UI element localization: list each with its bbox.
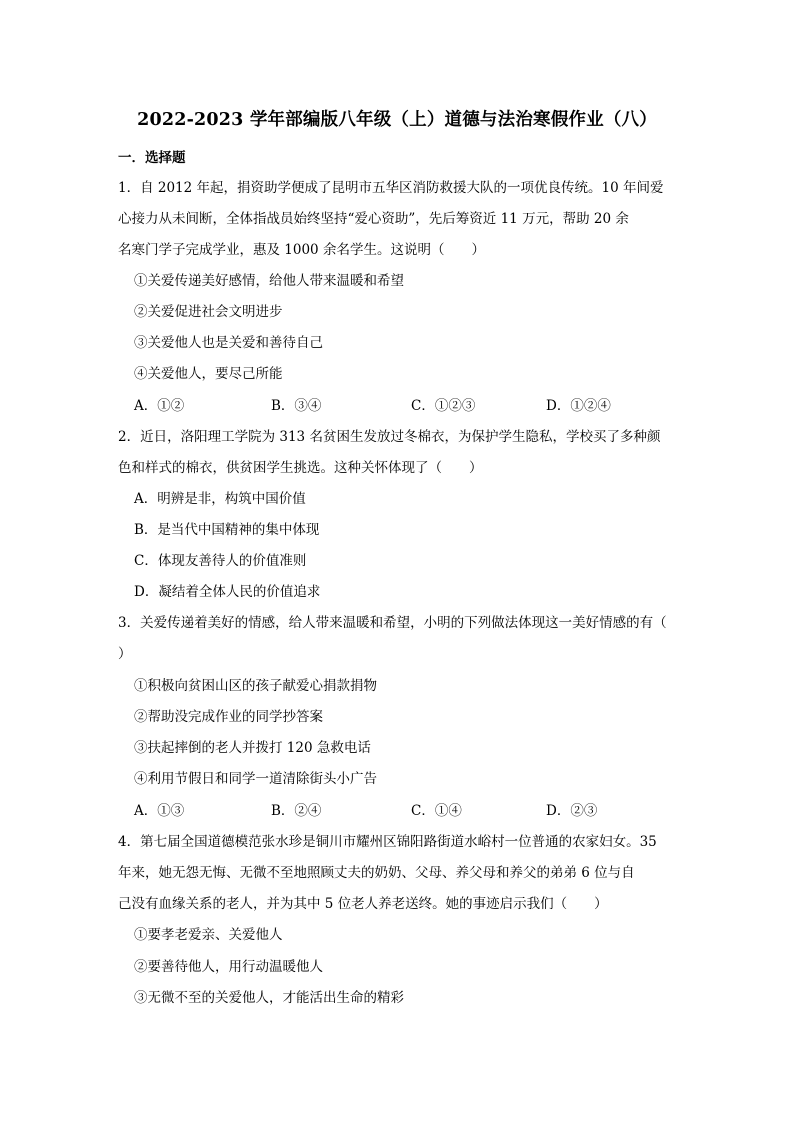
question-3-item-3: ③扶起摔倒的老人并拨打 120 急救电话 xyxy=(134,740,371,756)
question-3-line-1: 3．关爱传递着美好的情感，给人带来温暖和希望，小明的下列做法体现这一美好情感的有（ xyxy=(118,615,667,631)
question-3-option-d: D．②③ xyxy=(546,803,598,819)
question-3-option-c: C．①④ xyxy=(411,803,462,819)
question-3-option-a: A．①③ xyxy=(134,803,185,819)
question-1-option-b: B．③④ xyxy=(271,398,322,414)
question-3-line-2: ） xyxy=(118,646,132,662)
question-2-option-d: D．凝结着全体人民的价值追求 xyxy=(134,584,321,600)
question-1-item-1: ①关爱传递美好感情，给他人带来温暖和希望 xyxy=(134,273,404,289)
question-2-option-a: A．明辨是非，构筑中国价值 xyxy=(134,491,306,507)
question-1-line-3: 名寒门学子完成学业，惠及 1000 余名学生。这说明（ ） xyxy=(118,242,485,258)
section-heading: 一．选择题 xyxy=(118,150,186,166)
question-2-line-2: 色和样式的棉衣，供贫困学生挑选。这种关怀体现了（ ） xyxy=(118,460,483,476)
question-2-option-b: B．是当代中国精神的集中体现 xyxy=(134,522,320,538)
question-1-option-c: C．①②③ xyxy=(411,398,476,414)
question-1-option-a: A．①② xyxy=(134,398,185,414)
question-4-item-1: ①要孝老爱亲、关爱他人 xyxy=(134,927,283,943)
question-3-item-2: ②帮助没完成作业的同学抄答案 xyxy=(134,709,323,725)
document-title: 2022-2023 学年部编版八年级（上）道德与法治寒假作业（八） xyxy=(137,110,657,130)
question-2-line-1: 2．近日，洛阳理工学院为 313 名贫困生发放过冬棉衣，为保护学生隐私，学校买了多种颜 xyxy=(118,429,661,445)
question-1-item-4: ④关爱他人，要尽己所能 xyxy=(134,366,283,382)
question-4-item-3: ③无微不至的关爱他人，才能活出生命的精彩 xyxy=(134,990,404,1006)
question-3-option-b: B．②④ xyxy=(271,803,322,819)
question-2-option-c: C．体现友善待人的价值准则 xyxy=(134,553,307,569)
question-1-line-2: 心接力从未间断，全体指战员始终坚持“爱心资助”，先后筹资近 11 万元，帮助 20 余 xyxy=(118,211,629,227)
question-3-item-1: ①积极向贫困山区的孩子献爱心捐款捐物 xyxy=(134,678,377,694)
question-4-line-1: 4．第七届全国道德模范张水珍是铜川市耀州区锦阳路街道水峪村一位普通的农家妇女。35 xyxy=(118,834,657,850)
question-4-line-3: 己没有血缘关系的老人，并为其中 5 位老人养老送终。她的事迹启示我们（ ） xyxy=(118,896,608,912)
question-1-item-2: ②关爱促进社会文明进步 xyxy=(134,304,283,320)
question-1-line-1: 1．自 2012 年起，捐资助学便成了昆明市五华区消防救援大队的一项优良传统。10 年间爱 xyxy=(118,180,664,196)
question-3-item-4: ④利用节假日和同学一道清除街头小广告 xyxy=(134,771,377,787)
question-1-option-d: D．①②④ xyxy=(546,398,611,414)
question-4-item-2: ②要善待他人，用行动温暖他人 xyxy=(134,959,323,975)
question-1-item-3: ③关爱他人也是关爱和善待自己 xyxy=(134,335,323,351)
question-4-line-2: 年来，她无怨无悔、无微不至地照顾丈夫的奶奶、父母、养父母和养父的弟弟 6 位与自 xyxy=(118,865,635,881)
